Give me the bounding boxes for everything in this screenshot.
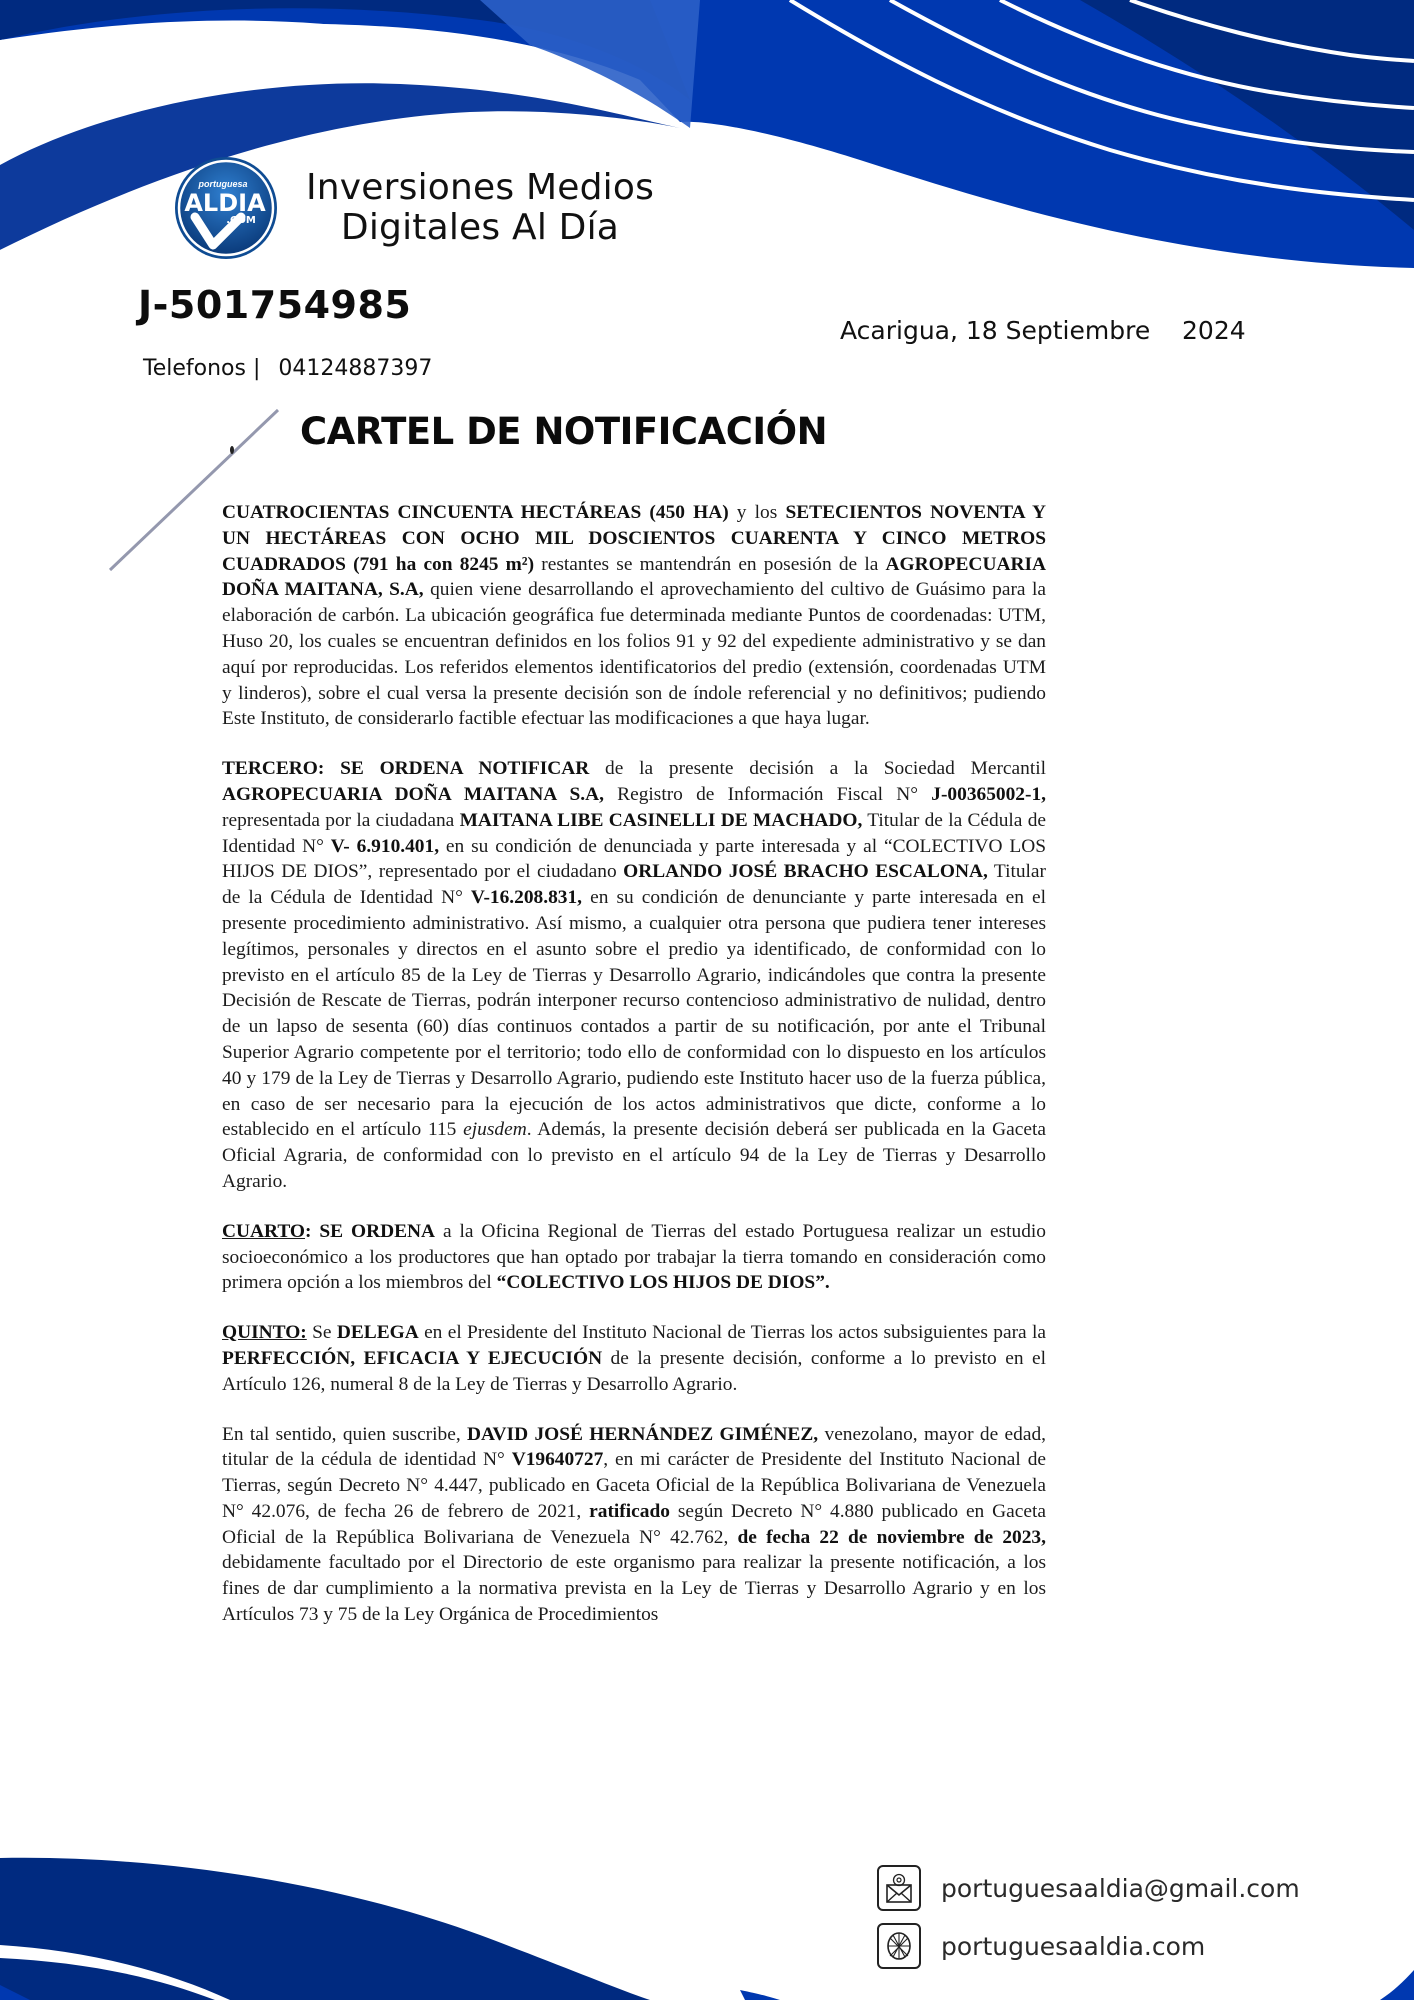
company-name — [300, 168, 660, 248]
phone-line — [143, 356, 432, 381]
document-body — [222, 500, 1046, 1652]
phone-number: 04124887397 — [278, 356, 433, 381]
company-name-line1: Inversiones Medios — [305, 167, 655, 208]
tax-id: J-501754985 — [138, 283, 412, 327]
logo-main-text: ALDIA — [184, 189, 266, 217]
logo-sub-text: .COM — [226, 215, 256, 226]
contact-email[interactable] — [877, 1864, 1337, 1912]
globe-icon — [877, 1923, 921, 1969]
envelope-at-icon — [877, 1865, 921, 1911]
email-link[interactable]: portuguesaaldia@gmail.com — [941, 1873, 1300, 1903]
date-line: Acarigua, 18 Septiembre 2024 — [840, 316, 1246, 345]
company-logo — [173, 155, 279, 261]
contact-website[interactable] — [877, 1922, 1337, 1970]
document-title: CARTEL DE NOTIFICACIÓN — [300, 410, 828, 453]
paragraph-cuarto: CUARTO: SE ORDENA a la Oficina Regional de Tierras del estado Portuguesa realizar un estudio socioeconómico a los productores que han optado por trabajar la tierra tomando en consideración como primera opción a los miembros del “COLECTIVO LOS HIJOS DE DIOS”. — [222, 1220, 1046, 1294]
phone-label: Telefonos | — [143, 356, 261, 381]
company-name-line2: Digitales Al Día — [340, 207, 620, 248]
paragraph-quinto: QUINTO: Se DELEGA en el Presidente del Instituto Nacional de Tierras los actos subsiguientes para la PERFECCIÓN, EFICACIA Y EJECUCIÓN de la presente decisión, conforme a lo previsto en el Artículo 126, numeral 8 de la Ley de Tierras y Desarrollo Agrario. — [222, 1322, 1047, 1395]
website-link[interactable]: portuguesaaldia.com — [941, 1931, 1206, 1961]
paragraph-tercero: TERCERO: SE ORDENA NOTIFICAR de la presente decisión a la Sociedad Mercantil AGROPECUARIA DOÑA MAITANA S.A, Registro de Información Fiscal N° J-00365002-1, representada por la ciudadana MAITANA LIBE CASINELLI DE MACHADO, Titular de la Cédula de Identidad N° V- 6.910.401, en su condición de denunciada y parte interesada y al “COLECTIVO LOS HIJOS DE DIOS”, representado por el ciudadano ORLANDO JOSÉ BRACHO ESCALONA, Titular de la Cédula de Identidad N° V-16.208.831, en su condición de denunciante y parte interesada en el presente procedimiento administrativo. Así mismo, a cualquier otra persona que pudiera tener intereses legítimos, personales y directos en el asunto sobre el predio ya identificado, de conformidad con lo previsto en el artículo 85 de la Ley de Tierras y Desarrollo Agrario, indicándoles que contra la presente Decisión de Rescate de Tierras, podrán interponer recurso contencioso administrativo de nulidad, dentro de un lapso de sesenta (60) días continuos contados a partir de su notificación, por ante el Tribunal Superior Agrario competente por el territorio; todo ello de conformidad con lo dispuesto en los artículos 40 y 179 de la Ley de Tierras y Desarrollo Agrario, pudiendo este Instituto hacer uso de la fuerza pública, en caso de ser necesario para la ejecución de los actos administrativos que dicte, conforme a lo establecido en el artículo 115 ejusdem. Además, la presente decisión deberá ser publicada en la Gaceta Oficial Agraria, de conformidad con lo previsto en el artículo 94 de la Ley de Tierras y Desarrollo Agrario. — [222, 758, 1046, 1192]
paragraph-hectares: CUATROCIENTAS CINCUENTA HECTÁREAS (450 HA) y los SETECIENTOS NOVENTA Y UN HECTÁREAS CON OCHO MIL DOSCIENTOS CUARENTA Y CINCO METROS CUADRADOS (791 ha con 8245 m²) restantes se mantendrán en posesión de la AGROPECUARIA DOÑA MAITANA, S.A, quien viene desarrollando el aprovechamiento del cultivo de Guásimo para la elaboración de carbón. La ubicación geográfica fue determinada mediante Puntos de coordenadas: UTM, Huso 20, los cuales se encuentran definidos en los folios 91 y 92 del expediente administrativo y se dan aquí por reproducidas. Los referidos elementos identificatorios del predio (extensión, coordenadas UTM y linderos), sobre el cual versa la presente decisión son de índole referencial y no definitivos; pudiendo Este Instituto, de considerarlo factible efectuar las modificaciones a que haya lugar. — [222, 502, 1046, 730]
logo-top-text: portuguesa — [198, 179, 248, 189]
paragraph-signatory: En tal sentido, quien suscribe, DAVID JOSÉ HERNÁNDEZ GIMÉNEZ, venezolano, mayor de edad, titular de la cédula de identidad N° V19640727, en mi carácter de Presidente del Instituto Nacional de Tierras, según Decreto N° 4.447, publicado en Gaceta Oficial de la República Bolivariana de Venezuela N° 42.076, de fecha 26 de febrero de 2021, ratificado según Decreto N° 4.880 publicado en Gaceta Oficial de la República Bolivariana de Venezuela N° 42.762, de fecha 22 de noviembre de 2023, debidamente facultado por el Directorio de este organismo para realizar la presente notificación, a los fines de dar cumplimiento a la normativa prevista en la Ley de Tierras y Desarrollo Agrario y en los Artículos 73 y 75 de la Ley Orgánica de Procedimientos — [222, 1423, 1046, 1626]
